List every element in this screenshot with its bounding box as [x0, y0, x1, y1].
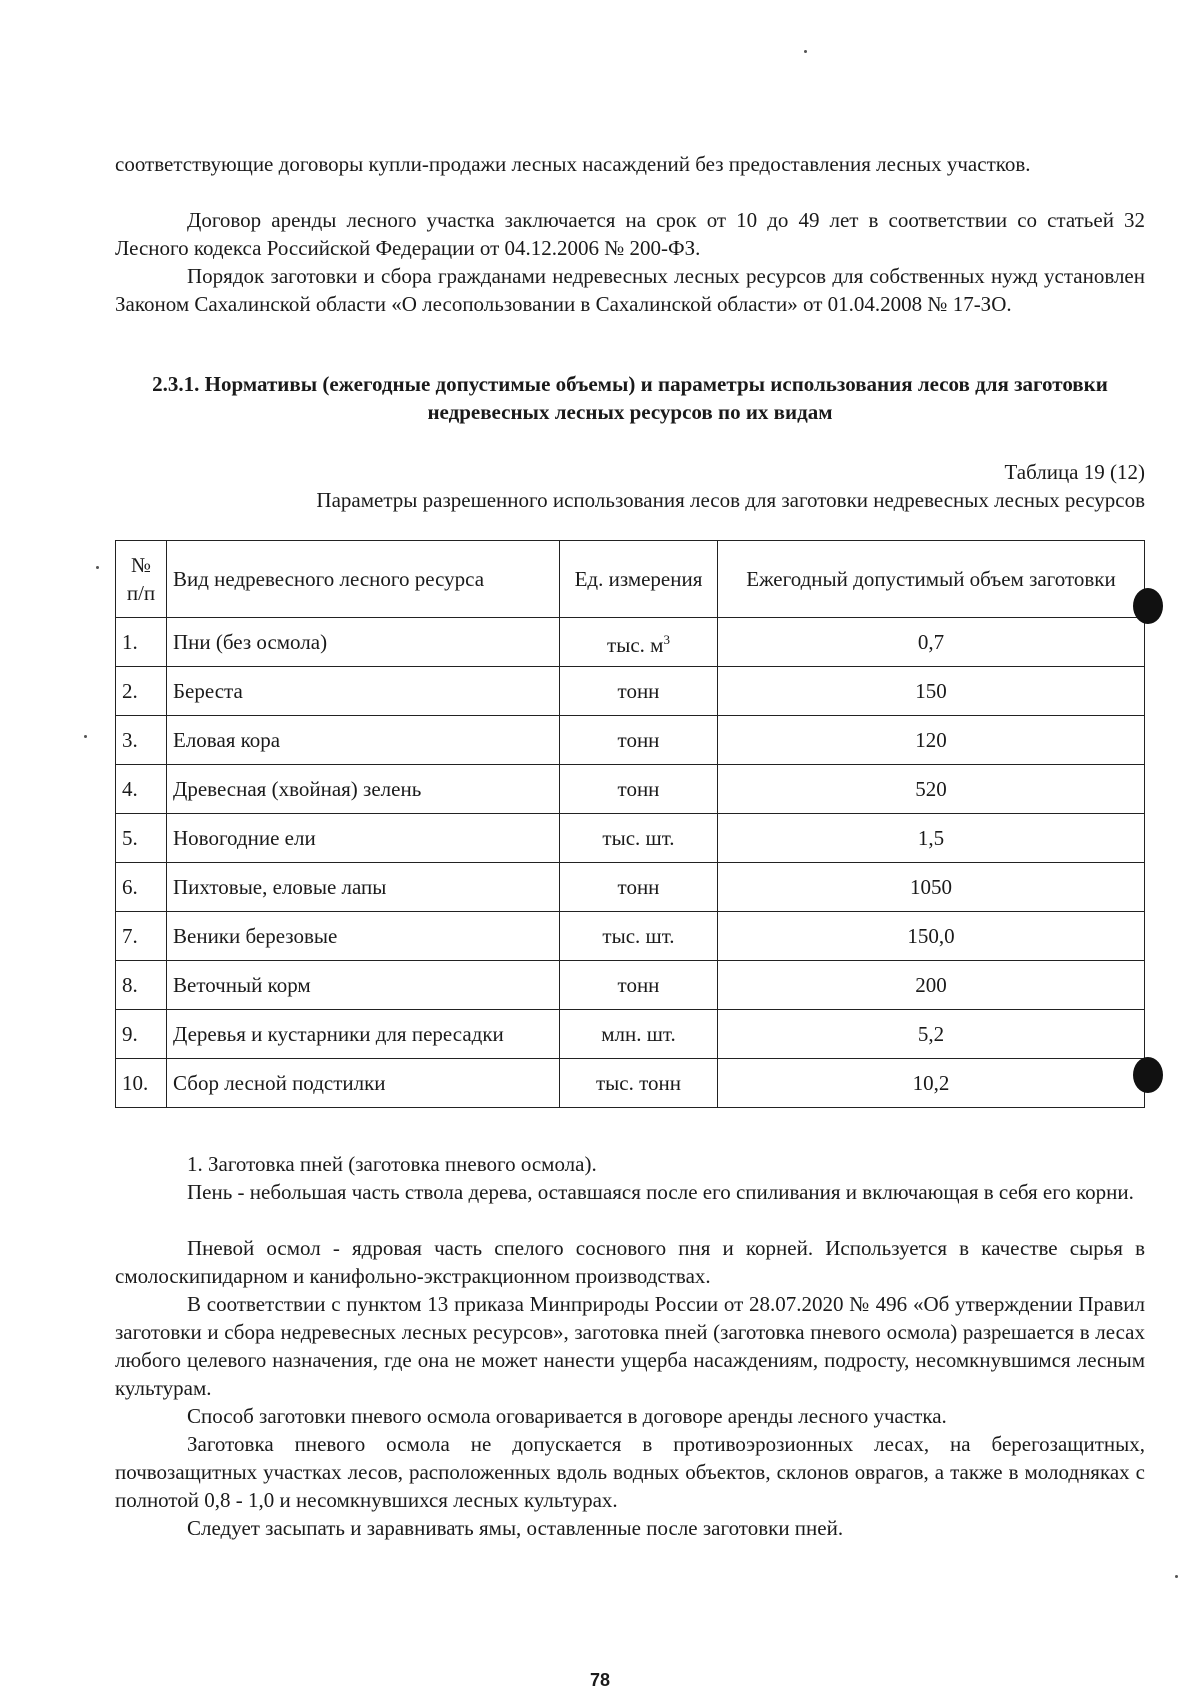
cell-volume-text: 10,2 [912, 1071, 950, 1095]
cell-resource-name [167, 1059, 560, 1108]
table-row [116, 618, 1145, 667]
cell-resource-name-text: Новогодние ели [173, 826, 316, 850]
cell-unit-text: тыс. м [607, 632, 664, 657]
cell-resource-name [167, 912, 560, 961]
cell-unit [560, 716, 718, 765]
cell-resource-name-text: Деревья и кустарники для пересадки [173, 1022, 504, 1046]
cell-unit [560, 618, 718, 667]
cell-unit [560, 814, 718, 863]
table-title: Параметры разрешенного использования лесов для заготовки недревесных лесных ресурсов [316, 488, 1145, 512]
cell-volume-text: 200 [915, 973, 947, 997]
cell-resource-name-text: Сбор лесной подстилки [173, 1071, 386, 1095]
cell-volume [718, 814, 1145, 863]
table-row [116, 667, 1145, 716]
table-row [116, 1010, 1145, 1059]
cell-num-text: 3. [122, 728, 138, 752]
cell-volume-text: 150,0 [907, 924, 955, 948]
body-paragraph-7: Следует засыпать и заравнивать ямы, оставленные после заготовки пней. [187, 1516, 844, 1540]
cell-unit-text: тонн [617, 679, 660, 703]
table-row [116, 765, 1145, 814]
table-row [116, 716, 1145, 765]
body-paragraph-5: Способ заготовки пневого осмола оговаривается в договоре аренды лесного участка. [187, 1404, 947, 1428]
body-paragraph-6: Заготовка пневого осмола не допускается в противоэрозионных лесах, на берегозащитных, почвозащитных участках лесов, расположенных вдоль водных объектов, склонов оврагов, а также в молодняках с полнотой 0,8 - 1,0 и несомкнувшихся лесных культурах. [115, 1432, 1145, 1512]
cell-num-text: 10. [122, 1071, 149, 1095]
binder-hole-mark [1133, 1057, 1163, 1093]
cell-unit-text: тонн [617, 728, 660, 752]
body-paragraph-1: 1. Заготовка пней (заготовка пневого осмола). [187, 1152, 597, 1176]
header-volume: Ежегодный допустимый объем заготовки [718, 541, 1145, 618]
cell-volume [718, 716, 1145, 765]
header-unit: Ед. измерения [560, 541, 718, 618]
cell-num-text: 5. [122, 826, 138, 850]
cell-unit [560, 1059, 718, 1108]
cell-resource-name [167, 863, 560, 912]
cell-volume-text: 1050 [910, 875, 952, 899]
cell-volume [718, 1059, 1145, 1108]
cell-volume [718, 912, 1145, 961]
cell-num [116, 912, 167, 961]
cell-volume-text: 520 [915, 777, 947, 801]
body-paragraph-4: В соответствии с пунктом 13 приказа Минприроды России от 28.07.2020 № 496 «Об утверждении Правил заготовки и сбора недревесных лесных ресурсов», заготовка пней (заготовка пневого осмола) разрешается в лесах любого целевого назначения, где она не может нанести ущерба насаждениям, подросту, несомкнувшимся лесным культурам. [115, 1292, 1145, 1400]
cell-volume [718, 1010, 1145, 1059]
cell-resource-name [167, 667, 560, 716]
intro-paragraph-1: соответствующие договоры купли-продажи лесных насаждений без предоставления лесных участков. [115, 152, 1031, 176]
cell-resource-name-text: Береста [173, 679, 243, 703]
intro-paragraph-2: Договор аренды лесного участка заключается на срок от 10 до 49 лет в соответствии со статьей 32 Лесного кодекса Российской Федерации от 04.12.2006 № 200-ФЗ. [115, 208, 1145, 260]
cell-num-text: 9. [122, 1022, 138, 1046]
cell-num-text: 4. [122, 777, 138, 801]
cell-resource-name-text: Веники березовые [173, 924, 338, 948]
cell-unit-text: млн. шт. [601, 1022, 676, 1046]
table-body [116, 618, 1145, 1108]
cell-volume-text: 1,5 [917, 826, 945, 850]
table-row [116, 961, 1145, 1010]
cell-resource-name [167, 618, 560, 667]
cell-num-text: 2. [122, 679, 138, 703]
scan-speck [1175, 1575, 1178, 1578]
cell-num [116, 863, 167, 912]
cell-volume [718, 618, 1145, 667]
cell-num [116, 716, 167, 765]
cell-unit-text: тыс. шт. [602, 924, 675, 948]
table-header-row [116, 541, 1145, 618]
cell-num [116, 618, 167, 667]
cell-num [116, 667, 167, 716]
body-paragraph-3: Пневой осмол - ядровая часть спелого соснового пня и корней. Используется в качестве сырья в смолоскипидарном и канифольно-экстракционном производствах. [115, 1236, 1145, 1288]
intro-paragraph-3: Порядок заготовки и сбора гражданами недревесных лесных ресурсов для собственных нужд установлен Законом Сахалинской области «О лесопользовании в Сахалинской области» от 01.04.2008 № 17-ЗО. [115, 264, 1145, 316]
cell-resource-name-text: Пихтовые, еловые лапы [173, 875, 387, 899]
cell-resource-name [167, 716, 560, 765]
cell-num-text: 6. [122, 875, 138, 899]
cell-resource-name [167, 765, 560, 814]
cell-num-text: 7. [122, 924, 138, 948]
table-row [116, 814, 1145, 863]
cell-resource-name-text: Еловая кора [173, 728, 281, 752]
cell-volume [718, 667, 1145, 716]
table-row [116, 863, 1145, 912]
cell-unit [560, 1010, 718, 1059]
cell-num [116, 1010, 167, 1059]
table-number: Таблица 19 (12) [1004, 460, 1145, 484]
cell-unit [560, 765, 718, 814]
body-paragraph-2: Пень - небольшая часть ствола дерева, оставшаяся после его спиливания и включающая в себя его корни. [187, 1180, 1134, 1204]
cell-volume [718, 863, 1145, 912]
cell-volume-text: 5,2 [917, 1022, 945, 1046]
cell-num [116, 1059, 167, 1108]
cell-num [116, 765, 167, 814]
section-heading [115, 370, 1145, 426]
cell-resource-name-text: Веточный корм [173, 973, 311, 997]
cell-unit-text: тыс. тонн [596, 1071, 681, 1095]
cell-volume [718, 961, 1145, 1010]
cell-unit [560, 912, 718, 961]
cell-num-text: 1. [122, 630, 138, 654]
cell-unit-text: тыс. шт. [602, 826, 675, 850]
cell-num [116, 961, 167, 1010]
cell-volume [718, 765, 1145, 814]
cell-resource-name [167, 814, 560, 863]
header-num: № п/п [116, 541, 167, 618]
cell-resource-name-text: Пни (без осмола) [173, 630, 328, 654]
header-name: Вид недревесного лесного ресурса [167, 541, 560, 618]
section-number: 2.3.1. [152, 372, 200, 396]
cell-unit [560, 667, 718, 716]
unit-superscript: 3 [663, 631, 670, 647]
cell-volume-text: 120 [915, 728, 947, 752]
scan-speck [804, 50, 807, 53]
cell-volume-text: 0,7 [917, 630, 945, 654]
cell-resource-name [167, 961, 560, 1010]
cell-volume-text: 150 [915, 679, 947, 703]
cell-num-text: 8. [122, 973, 138, 997]
cell-unit-text: тонн [617, 777, 660, 801]
cell-num [116, 814, 167, 863]
scan-speck [96, 566, 99, 569]
table-row [116, 912, 1145, 961]
table-row [116, 1059, 1145, 1108]
cell-unit-text: тонн [617, 875, 660, 899]
section-title: Нормативы (ежегодные допустимые объемы) и параметры использования лесов для заготовки недревесных лесных ресурсов по их видам [204, 372, 1108, 424]
cell-resource-name [167, 1010, 560, 1059]
cell-unit [560, 961, 718, 1010]
page-number: 78 [589, 1670, 611, 1690]
cell-unit-text: тонн [617, 973, 660, 997]
scan-speck [84, 735, 87, 738]
resources-table [115, 540, 1145, 1108]
binder-hole-mark [1133, 588, 1163, 624]
cell-unit [560, 863, 718, 912]
cell-resource-name-text: Древесная (хвойная) зелень [173, 777, 422, 801]
